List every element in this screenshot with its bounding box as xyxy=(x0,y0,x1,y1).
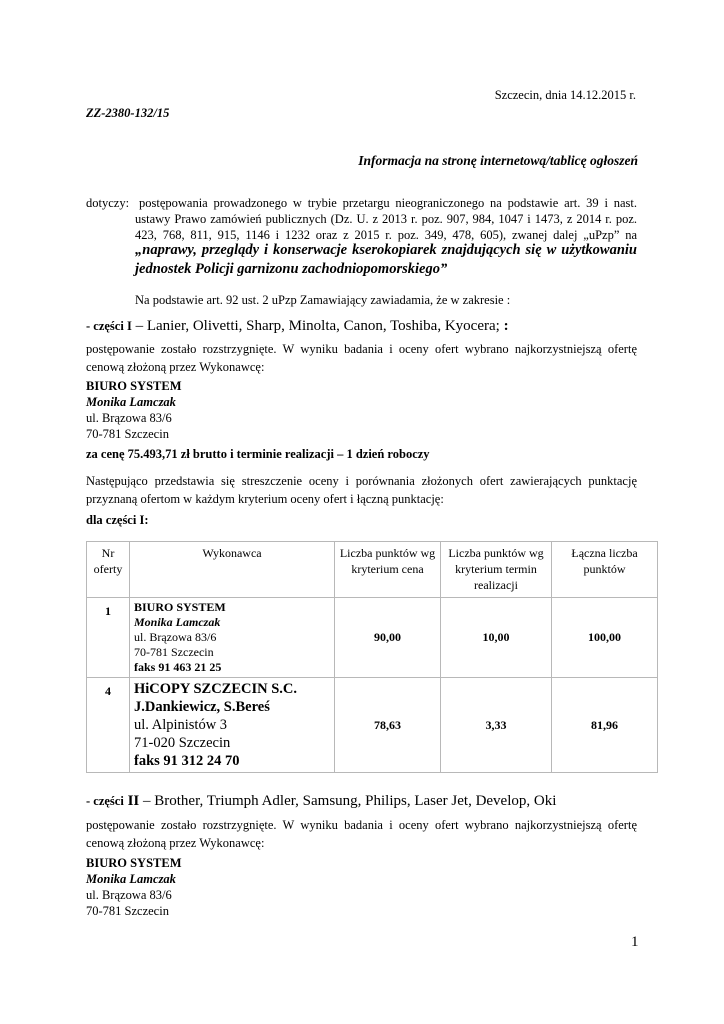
part1-heading xyxy=(86,318,509,335)
header-term-points: Liczba punktów wg kryterium termin realizacji xyxy=(441,542,552,598)
part1-table-label: dla części I: xyxy=(86,513,149,527)
contractor-name: HiCOPY SZCZECIN S.C. xyxy=(134,681,298,697)
header-contractor: Wykonawca xyxy=(130,542,335,598)
offers-table xyxy=(86,541,658,773)
header-total: Łączna liczba punktów xyxy=(552,542,658,598)
reference-number: ZZ-2380-132/15 xyxy=(86,106,170,120)
part2-roman: II xyxy=(127,793,140,809)
subject-label: dotyczy: xyxy=(86,196,130,210)
row-nr: 1 xyxy=(87,598,130,678)
row-price-points: 90,00 xyxy=(335,598,441,678)
contractor-city: 70-781 Szczecin xyxy=(134,645,214,659)
contractor-fax: faks 91 463 21 25 xyxy=(134,660,222,674)
header-nr: Nr oferty xyxy=(87,542,130,598)
winner-street: ul. Brązowa 83/6 xyxy=(86,888,172,902)
row-total: 81,96 xyxy=(552,678,658,773)
contractor-street: ul. Brązowa 83/6 xyxy=(134,630,217,644)
row-contractor xyxy=(130,678,335,773)
contractor-fax: faks 91 312 24 70 xyxy=(134,753,240,769)
part1-suffix: : xyxy=(499,318,509,334)
part2-resolution: postępowanie zostało rozstrzygnięte. W wyniku badania i oceny ofert wybrano najkorzystniejszą ofertę cenową złożoną przez Wykonawcę: xyxy=(86,818,637,850)
row-term-points: 3,33 xyxy=(441,678,552,773)
page-number: 1 xyxy=(631,934,639,950)
subject-line-3: 423, 768, 811, 915, 1146 i 1232 oraz z 2015 r. poz. 349, 478, 605), zwanej dalej „uPzp” na xyxy=(135,228,637,242)
part2-label: - części xyxy=(86,794,124,808)
row-nr: 4 xyxy=(87,678,130,773)
part2-winner xyxy=(86,855,182,919)
contractor-street: ul. Alpinistów 3 xyxy=(134,717,228,733)
part1-resolution: postępowanie zostało rozstrzygnięte. W wyniku badania i oceny ofert wybrano najkorzystniejszą ofertę cenową złożoną przez Wykonawcę: xyxy=(86,342,637,374)
part1-summary: Następująco przedstawia się streszczenie oceny i porównania złożonych ofert zawierających punktację przyznaną ofertom w każdym kryterium oceny ofert i łączną punktację: xyxy=(86,474,637,506)
winner-company: BIURO SYSTEM xyxy=(86,379,182,393)
winner-company: BIURO SYSTEM xyxy=(86,856,182,870)
table-row xyxy=(87,678,658,773)
winner-city: 70-781 Szczecin xyxy=(86,904,169,918)
basis-text: Na podstawie art. 92 ust. 2 uPzp Zamawiający zawiadamia, że w zakresie : xyxy=(135,293,511,307)
subject-line-1: postępowania prowadzonego w trybie przetargu nieograniczonego na podstawie art. 39 i nast. xyxy=(139,196,637,210)
row-term-points: 10,00 xyxy=(441,598,552,678)
contractor-person: J.Dankiewicz, S.Bereś xyxy=(134,699,270,715)
part1-label: - części I xyxy=(86,319,132,333)
contractor-person: Monika Lamczak xyxy=(134,615,221,629)
row-price-points: 78,63 xyxy=(335,678,441,773)
place-date: Szczecin, dnia 14.12.2015 r. xyxy=(494,88,636,102)
winner-person: Monika Lamczak xyxy=(86,872,176,886)
winner-city: 70-781 Szczecin xyxy=(86,427,169,441)
row-contractor xyxy=(130,598,335,678)
part2-brands: – Brother, Triumph Adler, Samsung, Philips, Laser Jet, Develop, Oki xyxy=(143,793,557,809)
notice-title: Informacja na stronę internetową/tablicę ogłoszeń xyxy=(358,153,638,168)
row-total: 100,00 xyxy=(552,598,658,678)
table-header-row xyxy=(87,542,658,598)
contractor-city: 71-020 Szczecin xyxy=(134,735,231,751)
part1-brands: – Lanier, Olivetti, Sharp, Minolta, Canon, Toshiba, Kyocera; xyxy=(135,318,500,334)
part1-winner xyxy=(86,378,182,442)
table-row xyxy=(87,598,658,678)
winner-street: ul. Brązowa 83/6 xyxy=(86,411,172,425)
tender-title-2: jednostek Policji garnizonu zachodniopomorskiego” xyxy=(135,261,448,277)
tender-title-1: „naprawy, przeglądy i konserwacje kserokopiarek znajdujących się w użytkowaniu xyxy=(135,242,637,258)
header-price-points: Liczba punktów wg kryterium cena xyxy=(335,542,441,598)
part1-price: za cenę 75.493,71 zł brutto i terminie realizacji – 1 dzień roboczy xyxy=(86,447,430,461)
contractor-name: BIURO SYSTEM xyxy=(134,600,226,614)
subject-line-2: ustawy Prawo zamówień publicznych (Dz. U. z 2013 r. poz. 907, 984, 1047 i 1473, z 2014 r. poz. xyxy=(135,212,637,226)
part2-heading xyxy=(86,793,556,810)
winner-person: Monika Lamczak xyxy=(86,395,176,409)
